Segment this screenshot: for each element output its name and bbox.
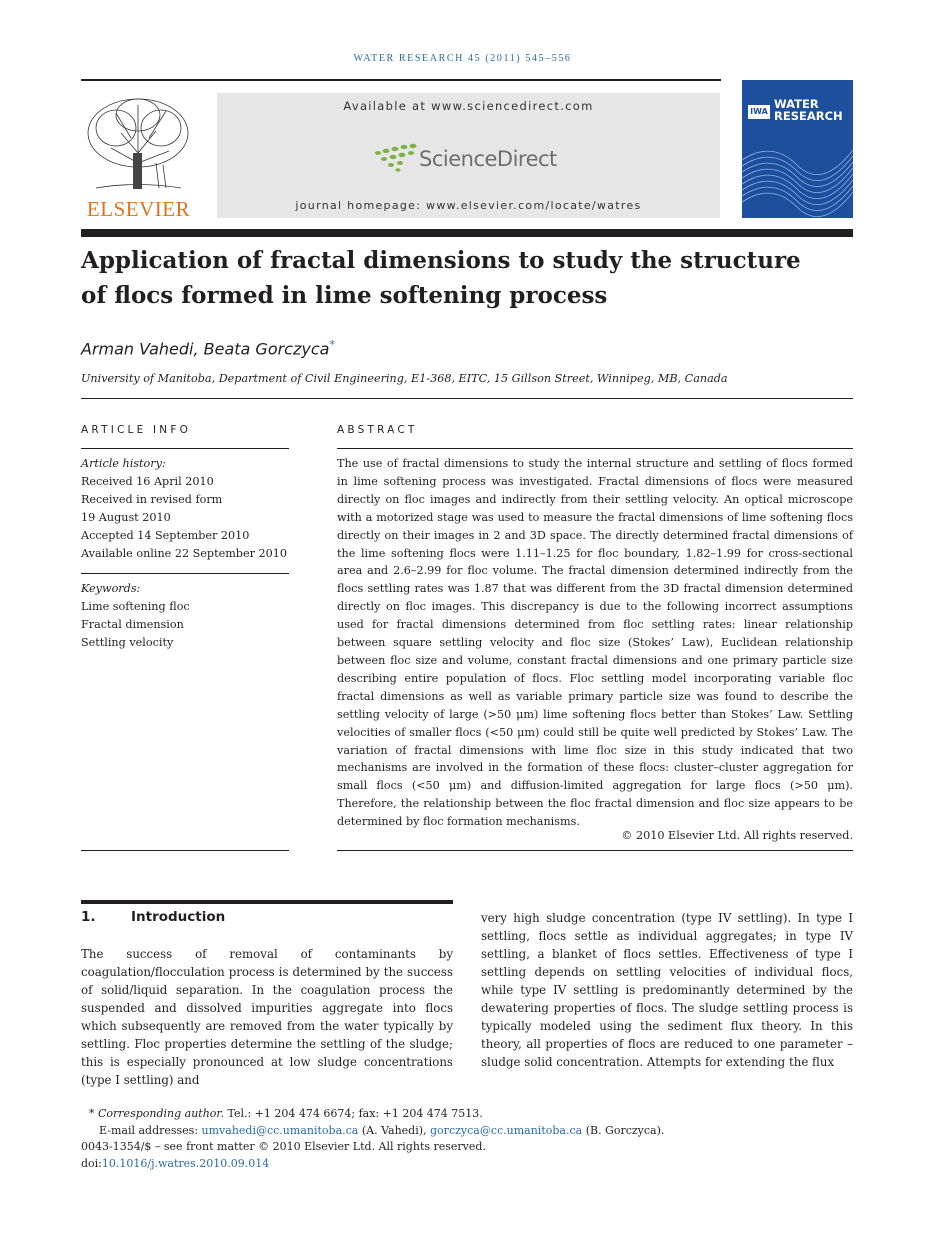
authors [81, 338, 335, 358]
cover-title-line1: WATER [774, 97, 819, 111]
section-heading [81, 909, 225, 925]
doi-label: doi: [81, 1156, 102, 1170]
history-item: Available online 22 September 2010 [81, 547, 287, 560]
elsevier-logo [81, 93, 196, 221]
title-line1: Application of fractal dimensions to study the structure [81, 247, 801, 274]
corresponding-label: Corresponding author. [98, 1107, 224, 1120]
affiliation-rule [81, 398, 853, 399]
running-header: WATER RESEARCH 45 (2011) 545–556 [353, 53, 572, 64]
keyword-item: Fractal dimension [81, 618, 184, 631]
abstract-text: The use of fractal dimensions to study the internal structure and settling of flocs formed in lime softening process was investigated. Fractal dimensions of flocs were measured directly on floc images and indirectly from their settling velocity. An optical microscope with a motorized stage was used to measure the fractal dimensions of lime softening flocs directly on their images in 2 and 3D space. The directly determined fractal dimensions of the lime softening flocs were 1.11–1.25 for floc boundary, 1.82–1.99 for cross-sectional area and 2.6–2.99 for floc volume. The fractal dimension determined indirectly from the flocs settling rates was 1.87 that was different from the 3D fractal dimension determined directly on floc images. This discrepancy is due to the following incorrect assumptions used for fractal dimensions determined from floc settling rates: linear relationship between square settling velocity and floc size (Stokes’ Law), Euclidean relationship between floc size and volume, constant fractal dimensions and one primary particle size describing entire population of flocs. Floc settling model incorporating variable floc fractal dimensions as well as variable primary particle size was found to describe the settling velocity of large (>50 μm) lime softening flocs better than Stokes’ Law. Settling velocities of smaller flocs (<50 μm) could still be quite well predicted by Stokes’ Law. The variation of fractal dimensions with lime floc size in this study indicated that two mechanisms are involved in the formation of these flocs: cluster–cluster aggregation for small flocs (<50 μm) and diffusion-limited aggregation for large flocs (>50 μm). Therefore, the relationship between the floc fractal dimension and floc size appears to be determined by floc formation mechanisms. [337, 457, 853, 829]
history-label: Article history: [81, 457, 166, 470]
journal-cover [742, 80, 853, 218]
footnote-marker: * [89, 1107, 95, 1120]
history-item: Received 16 April 2010 [81, 475, 214, 488]
abstract-heading: ABSTRACT [337, 424, 418, 436]
email-label: E-mail addresses: [99, 1123, 199, 1137]
email-line [81, 1123, 664, 1140]
doi-link[interactable]: 10.1016/j.watres.2010.09.014 [101, 1156, 270, 1170]
article-info-heading: ARTICLE INFO [81, 424, 192, 436]
history-item: 19 August 2010 [81, 511, 171, 524]
sciencedirect-logo [372, 143, 572, 177]
history-item: Accepted 14 September 2010 [81, 529, 250, 542]
abstract-copyright: © 2010 Elsevier Ltd. All rights reserved. [621, 829, 853, 842]
body-column-right: very high sludge concentration (type IV settling). In type I settling, flocs settle as individual aggregates; in type IV settling, a blanket of flocs settles. Effectiveness of type I settling depends on settling velocities of individual flocs, while type IV settling is predominantly determined by the dewatering properties of flocs. The sludge settling process is typically modeled using the sediment flux theory. In this theory, all properties of flocs are reduced to one parameter – sludge solid concentration. Attempts for extending the flux [481, 911, 853, 1069]
section-number: 1. [81, 909, 96, 925]
article-info-rule [81, 448, 289, 449]
intro-rule [81, 900, 453, 904]
sciencedirect-wordmark: ScienceDirect [419, 147, 557, 171]
email-link-vahedi[interactable]: umvahedi@cc.umanitoba.ca [201, 1123, 359, 1137]
journal-homepage-text: journal homepage: www.elsevier.com/locate/watres [295, 199, 642, 212]
title-rule [81, 229, 853, 237]
available-at-text: Available at www.sciencedirect.com [343, 99, 594, 113]
doi-line [81, 1156, 664, 1173]
keywords [81, 580, 296, 652]
footnotes [81, 1106, 664, 1172]
title-line2: of flocs formed in lime softening process [81, 282, 608, 309]
keywords-label: Keywords: [81, 582, 141, 595]
author-names: Arman Vahedi, Beata Gorczyca [81, 339, 330, 359]
article-history [81, 455, 296, 563]
history-rule [81, 573, 289, 574]
article-title [81, 243, 841, 313]
contact-phone: Tel.: +1 204 474 6674; fax: +1 204 474 7513. [227, 1107, 483, 1120]
email-link-gorczyca[interactable]: gorczyca@cc.umanitoba.ca [430, 1123, 583, 1137]
keyword-item: Lime softening floc [81, 600, 190, 613]
cover-title [774, 98, 843, 122]
header-rule [81, 79, 721, 81]
cover-title-line2: RESEARCH [774, 109, 843, 123]
keyword-item: Settling velocity [81, 636, 174, 649]
sciencedirect-dots-icon [372, 143, 418, 173]
keywords-bottom-rule [81, 850, 289, 851]
abstract-bottom-rule [337, 850, 853, 851]
corresponding-footnote [81, 1106, 664, 1123]
issn-line: 0043-1354/$ – see front matter © 2010 Elsevier Ltd. All rights reserved. [81, 1140, 486, 1153]
elsevier-wordmark: ELSEVIER [86, 197, 191, 221]
email-owner-gorczyca: (B. Gorczyca). [585, 1123, 665, 1137]
abstract-rule [337, 448, 853, 449]
sciencedirect-banner [217, 93, 720, 218]
history-item: Received in revised form [81, 493, 223, 506]
affiliation: University of Manitoba, Department of Civil Engineering, E1-368, EITC, 15 Gillson Street, Winnipeg, MB, Canada [81, 372, 728, 385]
email-owner-vahedi: (A. Vahedi), [361, 1123, 427, 1137]
section-title: Introduction [131, 909, 226, 925]
corresponding-mark[interactable]: * [329, 338, 335, 351]
body-column-left: The success of removal of contaminants by coagulation/flocculation process is determined by the success of solid/liquid separation. In the coagulation process the suspended and dissolved impurities aggregate into flocs which subsequently are removed from the water typically by settling. Floc properties determine the settling of the sludge; this is especially pronounced at low sludge concentrations (type I settling) and [81, 947, 453, 1087]
iwa-badge: IWA [748, 105, 770, 119]
